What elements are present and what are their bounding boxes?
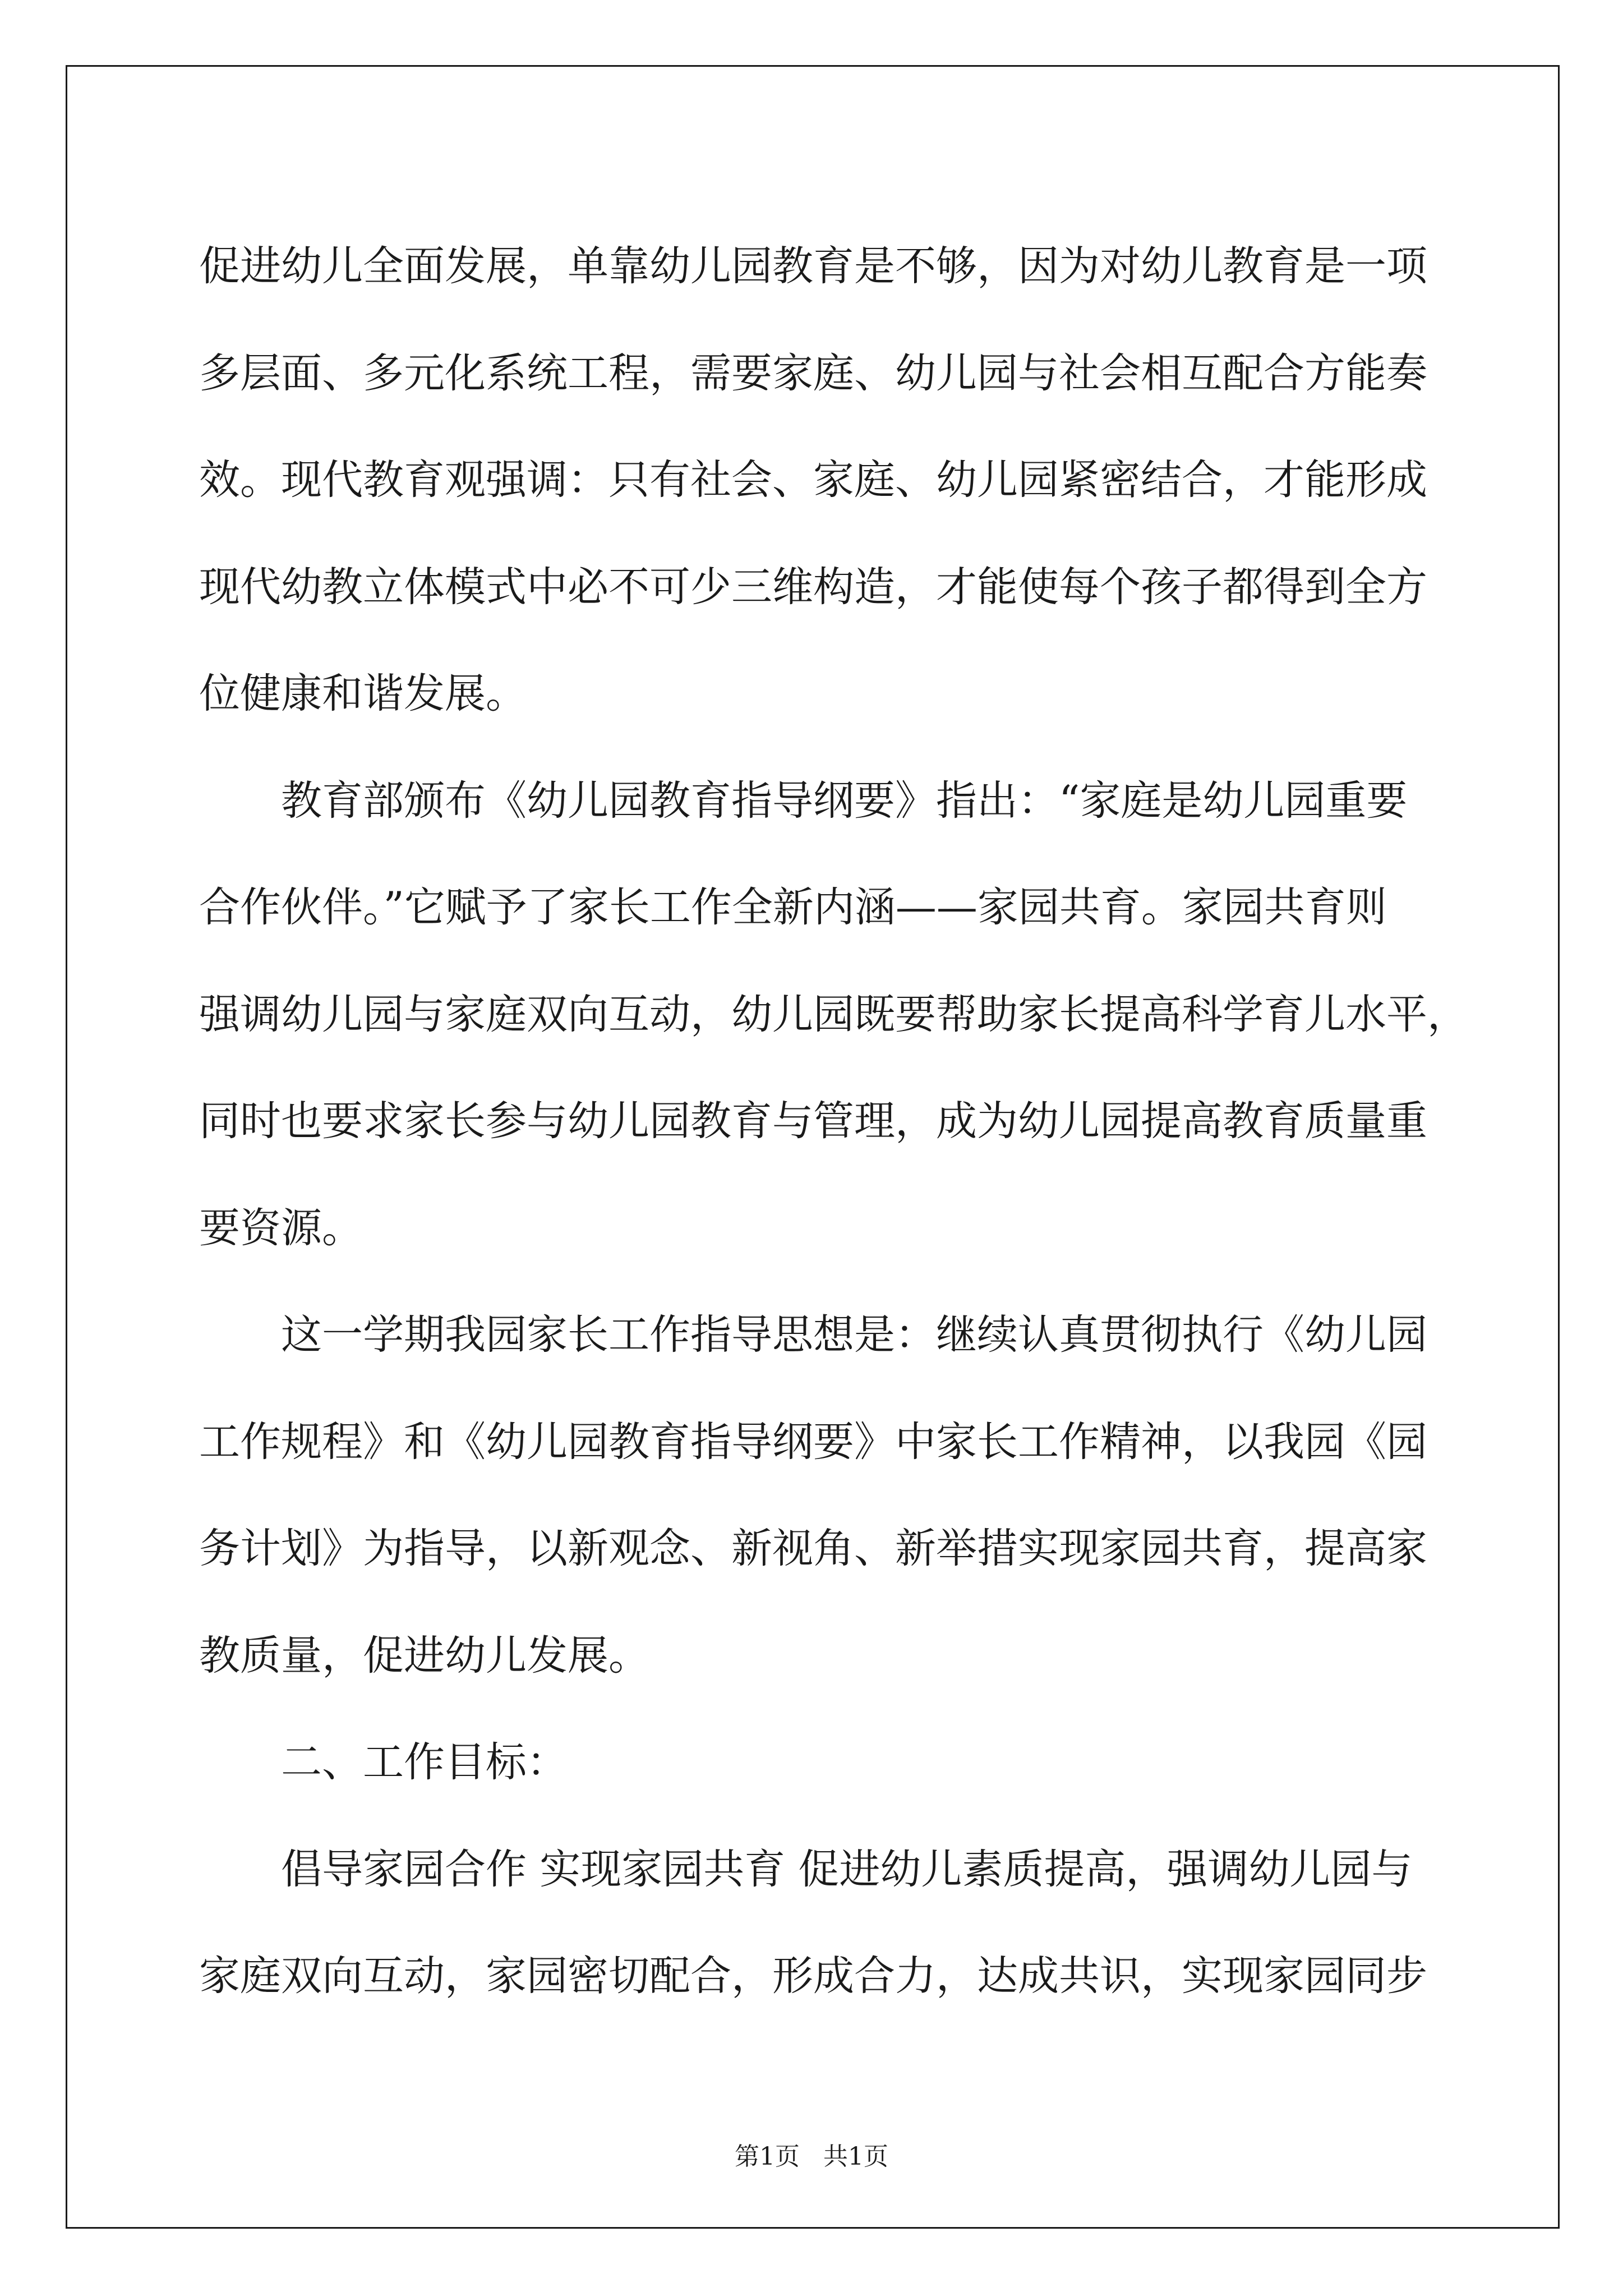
text-line: 务计划》为指导，以新观念、新视角、新举措实现家园共育，提高家 (199, 1525, 1427, 1572)
text-line: 现代幼教立体模式中必不可少三维构造，才能使每个孩子都得到全方 (199, 563, 1427, 611)
text-line: 合作伙伴。”它赋予了家长工作全新内涵——家园共育。家园共育则 (199, 884, 1387, 931)
paragraph-2 (199, 748, 1468, 1282)
text-line: 二、工作目标： (281, 1738, 568, 1786)
text-line: 要资源。 (199, 1204, 363, 1252)
text-line: 位健康和谐发展。 (199, 670, 527, 717)
text-line: 强调幼儿园与家庭双向互动，幼儿园既要帮助家长提高科学育儿水平， (199, 990, 1468, 1038)
text-line: 家庭双向互动，家园密切配合，形成合力，达成共识，实现家园同步 (199, 1952, 1427, 2000)
document-body (199, 213, 1468, 2030)
text-line: 工作规程》和《幼儿园教育指导纲要》中家长工作精神，以我园《园 (199, 1418, 1427, 1466)
text-line: 同时也要求家长参与幼儿园教育与管理，成为幼儿园提高教育质量重 (199, 1097, 1427, 1145)
text-line: 这一学期我园家长工作指导思想是：继续认真贯彻执行《幼儿园 (281, 1311, 1427, 1359)
text-line: 多层面、多元化系统工程，需要家庭、幼儿园与社会相互配合方能奏 (199, 349, 1427, 397)
paragraph-3 (199, 1282, 1433, 1709)
text-line: 效。现代教育观强调：只有社会、家庭、幼儿园紧密结合，才能形成 (199, 456, 1427, 504)
text-line: 促进幼儿全面发展，单靠幼儿园教育是不够，因为对幼儿教育是一项 (199, 242, 1427, 290)
section-heading-goals (199, 1709, 1433, 1816)
paragraph-1 (199, 213, 1433, 748)
text-line: 教育部颁布《幼儿园教育指导纲要》指出：“家庭是幼儿园重要 (281, 776, 1408, 825)
text-line: 倡导家园合作 实现家园共育 促进幼儿素质提高，强调幼儿园与 (281, 1845, 1413, 1893)
text-line: 教质量，促进幼儿发展。 (199, 1631, 649, 1680)
page-footer: 第1页 共1页 (735, 2142, 888, 2171)
paragraph-5 (199, 1816, 1433, 2030)
